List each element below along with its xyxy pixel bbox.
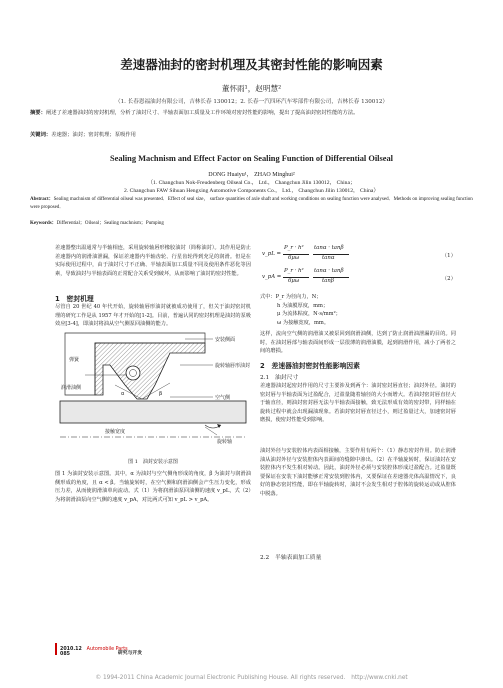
copyright-line: © 1994-2011 China Academic Journal Electronic Publishing House. All rights reserved. http://www.cnki.net (95, 675, 408, 681)
abstract-en-text: Sealing machnism of differential oilseal was presented．Effect of seal size， surface quantities of axle shaft and working conditions on sealing function were analysed．Methods on improving sealing function were proposed． (30, 197, 473, 211)
keywords-en-text: Differential；Oilseal；Sealing machnism；Pumping (56, 221, 164, 226)
paper-title-cn: 差速器油封的密封机理及其密封性能的影响因素 (120, 57, 383, 72)
section-2-title: 2 差速器油封密封性能影响因素 (260, 362, 360, 370)
label-lubricant-side: 润滑油侧 (61, 385, 82, 391)
section-1-title: 1 密封机理 (55, 295, 94, 303)
label-beta: β (159, 391, 163, 397)
label-alpha: α (121, 391, 125, 397)
equation-2: v_pA = P_r · h² 6μω tanα · tanβ tanβ （2） (262, 268, 456, 284)
where-line: μ 为流体粘度，N·s/mm²； (277, 311, 341, 317)
abstract-en (30, 196, 475, 212)
affiliation-en-line-2: 2. Changchun FAW Sihuan Hengxing Automotive Components Co.， Ltd.， Changchun Jilin 130012， China） (124, 188, 379, 194)
section-2-1-text-1: 差速器油封起密封作用的尺寸主要涉及到两个：油封密封唇直径；油封外径。油封的密封唇与半轴表面为过盈配合，过盈量随着轴径的大小而增大。若油封密封唇直径大于轴直径，则油封密封唇无法与半轴表面接触，致无法形成有效的密封带，同样轴在旋转过程中就会出现漏油现象。若油封密封唇直径过小，则过盈量过大，加速密封唇磨损，使密封性能受到影响。 (260, 383, 456, 423)
footer-magazine: Automobile Parts (86, 647, 128, 652)
paper-title-en: Sealing Machnism and Effect Factor on Sealing Function of Differential Oilseal (109, 154, 394, 163)
abstract-cn (30, 109, 475, 118)
label-rotating-shaft: 旋转轴 (217, 439, 233, 445)
where-line: h 为油膜厚度，mm； (277, 302, 329, 309)
equation-where (260, 293, 456, 327)
intro-paragraph: 差速器整出温通常与半轴相连，采用旋转轴唇形橡胶油封（简称油封）。其作用是防止差速器内的润滑油泄漏，保证差速器内半轴齿轮、行星齿轮得到充足的润滑。但是在实际使用过程中，由于油封尺寸不正确、半轴表面加工质量不同及使用条件恶化等因素，导致油封与半轴表面的正常配合关系受到破坏，从而影响了油封的密封性能。 (55, 245, 251, 277)
footer-page-number: 085 (60, 652, 71, 657)
keywords-label: 关键词： (30, 132, 52, 138)
section-2-2-title: 2.2 半轴表面加工质量 (260, 555, 322, 561)
authors-cn: 董怀雨¹，赵明慧² (221, 84, 282, 93)
figure-explanation: 图 1 为油封安装示意图。其中，α 为油封与空气侧角形成的角度，β 为油封与润滑油侧形成的角度，且 α < β。当轴旋转时，在空气侧和润滑油侧会产生压力变化，形成压力差，从而使润滑油单向流动。式（1）为将润滑油泵回油侧的速度 v_pL，式（2）为将润滑油泵向空气侧的速度 v_pA，对比两式可知 v_pL > v_pA。 (55, 471, 251, 503)
section-2-1-text-2: 油封外径与安装腔体内表面相接触，主要作用有两个：（1）静态密封作用。防止润滑油从油封外径与安装腔体内表面间的缝隙中渗出。（2）在半轴旋转时，保证油封在安装腔体内不发生相对转动。因此，油封外径必须与安装腔体形成过盈配合。过盈量既要保证在安装下油封能够正常安装到腔体内，又要保证在差速器壳体高温情况下，良好的静态密封性能，即在半轴旋转时，油封不会发生相对于腔体的旋转运动或从腔体中脱落。 (260, 448, 456, 497)
section-2-1-title: 2.1 油封尺寸 (260, 375, 299, 381)
pumping-conclusion: 这样，流向空气侧的润滑油又被泵回到润滑油侧，达到了防止润滑油泄漏的目的。同时，在油封唇部与轴表面间形成一层很薄的润滑油膜，起到润滑作用，减小了两者之间的磨损。 (260, 331, 456, 354)
label-air-side: 空气侧 (215, 395, 231, 401)
affiliation-en-line-1: （1. Changchun Nok-Freudenberg Oilseal Co.， Ltd.， Changchun Jilin 130012， China； (147, 180, 356, 186)
authors-en: DONG Huaiyu¹， ZHAO Minghui² (208, 172, 295, 178)
oilseal-install-figure (55, 325, 251, 451)
where-line: 式中：P_r 为径向力，N； (260, 294, 322, 300)
footer-section: 研究与开发 (118, 651, 142, 656)
label-contact-width: 接触宽度 (105, 429, 126, 435)
abstract-label: 摘要： (30, 110, 46, 116)
label-spring: 弹簧 (69, 357, 80, 363)
keywords-en-label: Keywords： (30, 221, 57, 226)
seal-lip-body (95, 343, 205, 399)
rotating-shaft (60, 401, 246, 423)
section-1-text: 尽管自 20 世纪 40 年代开始，旋转轴唇形油封就被成功使用了，但关于油封密封机理的研究工作是从 1957 年才开始的[1-2]。目前，普遍认同的密封机理是油封的泵吸效应[3-4]，即油封将油从空气侧泵回油侧的能力。 (55, 304, 251, 327)
figure-caption: 图 1 油封安装示意图 (128, 459, 178, 465)
keywords-en (30, 219, 475, 226)
footer-accent-bar (55, 643, 57, 655)
abstract-en-label: Abstract： (30, 197, 54, 202)
keywords-text: 差速器；油封；密封机理；泵吸作用 (51, 132, 136, 138)
garter-spring (126, 366, 140, 380)
equation-1: v_pL = P_r · h² 6μω tanα · tanβ tanα （1） (262, 245, 456, 261)
label-install-side: 安装侧面 (215, 337, 236, 343)
footer-date: 2010.12 (60, 647, 82, 652)
where-line: ω 为接触宽度，mm。 (277, 319, 330, 326)
abstract-text: 阐述了差速器油封的密封机理，分析了油封尺寸、半轴表面加工质量及工作环境对密封性能的影响，提出了提高油封密封性能的方法。 (45, 110, 359, 116)
affiliation-cn: （1. 长春恩福油封有限公司，吉林长春 130012；2. 长春一汽四环汽车零部件有限公司，吉林长春 130012） (114, 99, 389, 105)
label-seal: 旋转轴唇形油封 (215, 363, 251, 369)
affiliation-en (0, 179, 503, 195)
keywords-cn (30, 130, 475, 138)
